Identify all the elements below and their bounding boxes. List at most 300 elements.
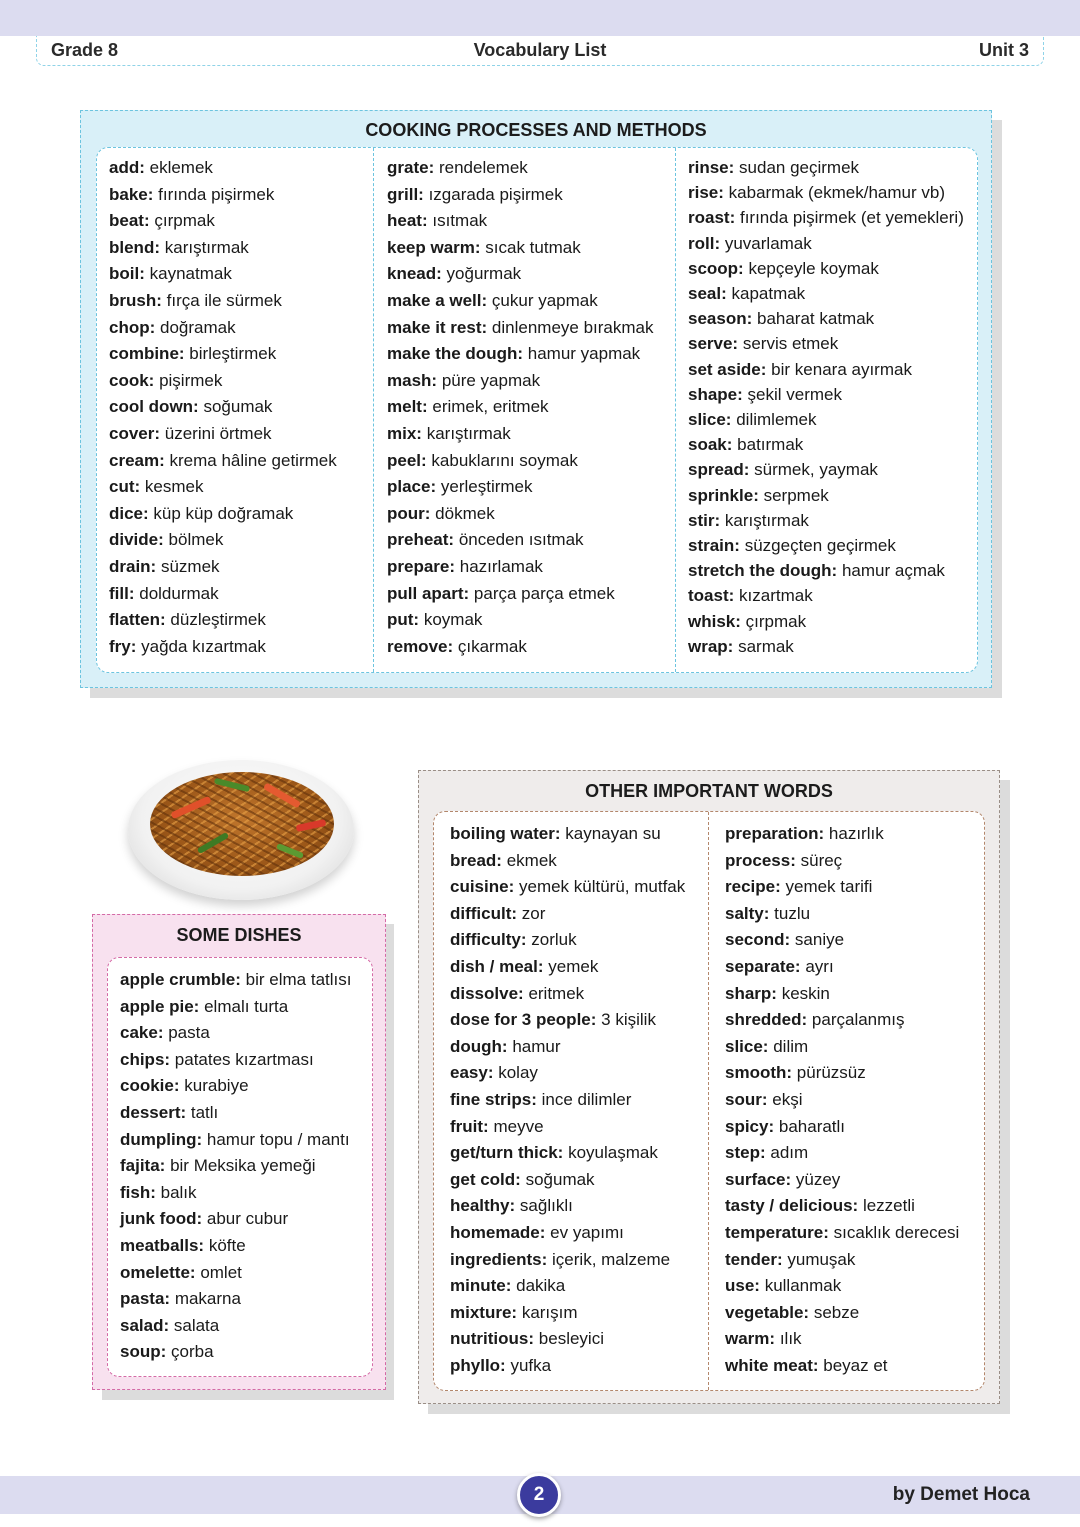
vocab-entry [387, 424, 511, 444]
vocab-entry [450, 1250, 670, 1270]
vocab-meaning: bir elma tatlısı [245, 970, 352, 989]
vocab-entry [109, 504, 293, 524]
vocab-entry [725, 1170, 840, 1190]
vocab-term: grate: [387, 158, 435, 177]
vocab-term: dose for 3 people: [450, 1010, 597, 1030]
vocab-entry [387, 318, 653, 338]
vocab-term: separate: [725, 957, 801, 976]
vocab-entry [450, 1037, 561, 1057]
vocab-entry [387, 185, 563, 205]
vocab-meaning: yufka [510, 1356, 552, 1375]
vocab-term: slice: [688, 410, 732, 429]
vocab-term: cake: [120, 1023, 164, 1043]
vocab-meaning: omlet [200, 1262, 242, 1282]
other-box-content [433, 811, 985, 1391]
vocab-entry [725, 1010, 905, 1030]
vocab-meaning: çukur yapmak [491, 291, 598, 310]
vocab-meaning: yağda kızartmak [141, 636, 266, 656]
vocab-entry [688, 612, 806, 632]
vocab-term: recipe: [725, 877, 781, 897]
vocab-term: easy: [450, 1063, 494, 1083]
page-title: Vocabulary List [473, 40, 607, 60]
vocab-meaning: erimek, eritmek [432, 397, 549, 417]
vocab-term: cool down: [109, 397, 199, 417]
vocab-entry [688, 259, 879, 279]
vocab-entry [387, 584, 615, 604]
vocab-meaning: adım [770, 1143, 809, 1163]
vocab-entry [387, 291, 598, 311]
vocab-meaning: ekmek [506, 850, 557, 870]
vocab-meaning: 3 kişilik [601, 1010, 656, 1030]
vocab-meaning: lezzetli [862, 1196, 915, 1216]
vocab-entry [450, 877, 685, 897]
vocab-entry [387, 451, 578, 471]
vocab-meaning: ince dilimler [541, 1090, 632, 1109]
vocab-entry [109, 291, 282, 311]
vocab-term: ingredients: [450, 1249, 548, 1269]
vocab-term: fill: [109, 583, 135, 603]
vocab-term: apple pie: [120, 996, 200, 1016]
vocab-entry [725, 1356, 888, 1376]
vocab-term: fish: [120, 1182, 156, 1202]
vocab-meaning: kabarmak (ekmek/hamur vb) [728, 183, 945, 203]
vocab-meaning: baharatlı [778, 1116, 846, 1136]
vocab-meaning: pürüzsüz [796, 1063, 866, 1083]
vocab-entry [450, 904, 545, 924]
vocab-entry [725, 1250, 855, 1270]
vocab-term: use: [725, 1276, 760, 1296]
vocab-term: bread: [450, 850, 502, 870]
vocab-entry [109, 477, 203, 497]
vocab-term: boiling water: [450, 824, 561, 843]
vocab-term: process: [725, 850, 796, 870]
vocab-term: cook: [109, 370, 155, 390]
vocab-entry [450, 1223, 624, 1243]
vocab-term: step: [725, 1143, 766, 1163]
vocab-meaning: şekil vermek [747, 384, 842, 404]
vocab-meaning: parçalanmış [811, 1010, 905, 1030]
vocab-meaning: süreç [800, 850, 843, 870]
vocab-meaning: kullanmak [764, 1276, 842, 1296]
vocab-entry [109, 530, 223, 550]
vocab-meaning: üzerini örtmek [164, 424, 272, 443]
vocab-meaning: zor [521, 903, 546, 923]
vocab-meaning: yüzey [795, 1169, 841, 1189]
vocab-meaning: eritmek [528, 983, 585, 1003]
vocab-meaning: balık [160, 1182, 197, 1202]
vocab-entry [725, 1037, 808, 1057]
vocab-entry [120, 1050, 314, 1070]
vocab-term: fajita: [120, 1156, 166, 1176]
vocab-term: minute: [450, 1276, 512, 1296]
vocab-entry [109, 584, 219, 604]
vocab-meaning: sarmak [738, 636, 794, 656]
vocab-meaning: yemek tarifi [785, 877, 873, 897]
vocab-entry [450, 930, 577, 950]
vocab-term: dough: [450, 1036, 508, 1056]
vocab-meaning: yerleştirmek [440, 477, 533, 497]
vocab-meaning: yumuşak [787, 1249, 856, 1269]
vocab-entry [109, 238, 249, 258]
vocab-entry [688, 234, 812, 254]
vocab-meaning: sürmek, yaymak [754, 460, 878, 480]
vocab-term: preparation: [725, 824, 825, 843]
vocab-entry [109, 211, 215, 231]
vocab-term: season: [688, 309, 753, 329]
vocab-meaning: hamur [512, 1036, 561, 1056]
vocab-entry [725, 1196, 915, 1216]
vocab-entry [688, 435, 803, 455]
vocab-entry [450, 1170, 595, 1190]
vocab-term: strain: [688, 536, 740, 555]
dishes-box-content [107, 957, 373, 1377]
vocab-term: drain: [109, 557, 157, 576]
vocab-term: nutritious: [450, 1329, 535, 1349]
vocab-meaning: karıştırmak [724, 510, 809, 530]
vocab-term: vegetable: [725, 1302, 810, 1322]
cooking-column-3 [688, 158, 973, 658]
vocab-term: surface: [725, 1169, 792, 1189]
vocab-entry [387, 238, 581, 258]
vocab-entry [120, 997, 288, 1017]
vocab-entry [688, 561, 945, 581]
vocab-meaning: dökmek [435, 503, 495, 523]
vocab-meaning: karıştırmak [426, 424, 511, 443]
top-band [0, 0, 1080, 36]
vocab-meaning: kızartmak [739, 586, 813, 606]
vocab-meaning: ekşi [772, 1090, 803, 1109]
vocab-entry [387, 557, 543, 577]
vocab-meaning: sudan geçirmek [739, 158, 860, 177]
vocab-entry [387, 610, 482, 630]
unit-label: Unit 3 [978, 40, 1029, 60]
vocab-meaning: besleyici [538, 1329, 604, 1349]
vocab-meaning: hazırlamak [459, 557, 543, 576]
vocab-entry [120, 1156, 316, 1176]
vocab-term: salty: [725, 903, 770, 923]
vocab-term: set aside: [688, 359, 767, 379]
column-divider [373, 148, 374, 672]
vocab-meaning: zorluk [531, 930, 577, 950]
vocab-meaning: içerik, malzeme [552, 1249, 671, 1269]
vocab-term: mix: [387, 424, 422, 443]
vocab-term: second: [725, 930, 791, 950]
vocab-entry [688, 637, 794, 657]
vocab-meaning: karışım [521, 1302, 578, 1322]
vocab-term: divide: [109, 530, 164, 550]
vocab-meaning: fırında pişirmek [158, 184, 275, 204]
vocab-term: keep warm: [387, 237, 481, 257]
vocab-term: tender: [725, 1249, 783, 1269]
vocab-entry [387, 477, 533, 497]
vocab-entry [688, 334, 838, 354]
vocab-meaning: ızgarada pişirmek [428, 184, 563, 204]
vocab-entry [725, 1117, 845, 1137]
vocab-meaning: kurabiye [184, 1076, 249, 1096]
vocab-entry [120, 1076, 249, 1096]
vocab-term: toast: [688, 586, 735, 606]
vocab-term: roll: [688, 233, 721, 253]
vocab-entry [450, 1063, 538, 1083]
vocab-entry [120, 1130, 350, 1150]
vocab-term: brush: [109, 291, 162, 310]
vocab-term: mash: [387, 370, 438, 390]
other-column-1 [450, 824, 710, 1380]
vocab-entry [109, 158, 213, 178]
vocab-term: remove: [387, 636, 454, 656]
vocab-meaning: ev yapımı [550, 1223, 624, 1242]
vocab-term: make the dough: [387, 344, 524, 364]
vocab-term: apple crumble: [120, 970, 241, 989]
vocab-meaning: hamur topu / mantı [206, 1129, 350, 1149]
vocab-entry [688, 360, 912, 380]
vocab-entry [109, 557, 220, 577]
vocab-entry [725, 957, 834, 977]
vocab-entry [688, 183, 945, 203]
vocab-meaning: hazırlık [828, 824, 884, 843]
vocab-meaning: kabuklarını soymak [431, 450, 578, 470]
vocab-meaning: sebze [813, 1302, 860, 1322]
vocab-entry [725, 1063, 866, 1083]
vocab-entry [120, 970, 351, 990]
vocab-entry [387, 637, 527, 657]
vocab-entry [725, 930, 844, 950]
vocab-term: peel: [387, 450, 427, 470]
vocab-entry [688, 486, 829, 506]
vocab-entry [688, 158, 859, 178]
vocab-meaning: baharat katmak [756, 309, 875, 329]
vocab-term: pour: [387, 503, 431, 523]
vocab-meaning: salata [173, 1315, 220, 1335]
vocab-term: whisk: [688, 611, 741, 631]
vocab-term: beat: [109, 211, 150, 231]
vocab-term: dish / meal: [450, 957, 544, 976]
vocab-meaning: fırında pişirmek (et yemekleri) [739, 208, 964, 228]
vocab-term: spread: [688, 460, 750, 480]
vocab-entry [387, 264, 521, 284]
vocab-term: soup: [120, 1342, 167, 1362]
vocab-term: scoop: [688, 258, 744, 278]
vocab-term: mixture: [450, 1302, 518, 1322]
vocab-entry [688, 536, 896, 556]
vocab-term: melt: [387, 397, 428, 417]
vocab-term: chips: [120, 1049, 171, 1069]
vocab-meaning: batırmak [737, 435, 804, 455]
vocab-meaning: hamur yapmak [527, 344, 641, 364]
vocab-term: omelette: [120, 1262, 196, 1282]
vocab-entry [725, 1143, 808, 1163]
vocab-entry [120, 1289, 241, 1309]
vocab-entry [387, 344, 640, 364]
vocab-meaning: sağlıklı [519, 1196, 573, 1216]
vocab-meaning: bir Meksika yemeği [170, 1156, 316, 1176]
vocab-term: difficult: [450, 903, 518, 923]
vocab-meaning: ayrı [805, 957, 834, 976]
vocab-meaning: birleştirmek [189, 344, 277, 364]
vocab-entry [688, 586, 813, 606]
vocab-entry [725, 824, 884, 844]
vocab-meaning: rendelemek [438, 158, 528, 177]
vocab-entry [109, 185, 274, 205]
vocab-entry [725, 1303, 859, 1323]
vocab-meaning: çırpmak [745, 611, 807, 631]
other-box-title: OTHER IMPORTANT WORDS [585, 781, 833, 801]
vocab-meaning: abur cubur [206, 1209, 289, 1229]
vocab-entry [387, 158, 528, 178]
vocab-meaning: çıkarmak [457, 636, 527, 656]
vocab-meaning: patates kızartması [174, 1049, 314, 1069]
vocab-meaning: makarna [174, 1289, 241, 1309]
vocab-meaning: pasta [168, 1023, 210, 1043]
vocab-term: shredded: [725, 1010, 808, 1030]
vocab-meaning: bölmek [168, 530, 224, 550]
vocab-term: roast: [688, 208, 736, 228]
vocab-meaning: ısıtmak [432, 211, 488, 231]
vocab-entry [450, 1303, 578, 1323]
vocab-term: fruit: [450, 1116, 489, 1136]
vocab-entry [450, 824, 661, 844]
vocab-entry [450, 1329, 604, 1349]
vocab-meaning: krema hâline getirmek [169, 450, 337, 470]
vocab-term: knead: [387, 264, 442, 284]
vocab-term: sprinkle: [688, 485, 759, 505]
vocab-entry [725, 877, 872, 897]
vocab-term: rinse: [688, 158, 735, 177]
vocab-meaning: kepçeyle koymak [748, 258, 879, 278]
vocab-entry [387, 504, 495, 524]
vocab-term: combine: [109, 344, 185, 364]
vocab-term: meatballs: [120, 1236, 205, 1255]
vocab-term: warm: [725, 1329, 776, 1349]
vocab-entry [725, 1223, 959, 1243]
vocab-term: add: [109, 158, 145, 177]
vocab-meaning: soğumak [525, 1169, 595, 1189]
vocab-entry [725, 1329, 802, 1349]
vocab-term: fry: [109, 636, 137, 656]
vocab-entry [120, 1342, 214, 1362]
cooking-box-content [96, 147, 978, 673]
vocab-entry [450, 1010, 656, 1030]
author-credit: by Demet Hoca [892, 1484, 1030, 1505]
vocab-entry [450, 1090, 631, 1110]
vocab-term: blend: [109, 237, 160, 257]
other-important-words-box [418, 770, 1000, 1404]
vocab-entry [688, 208, 964, 228]
cooking-column-2 [387, 158, 677, 658]
vocab-entry [120, 1263, 242, 1283]
other-column-2 [725, 824, 980, 1380]
page-header [36, 36, 1044, 66]
vocab-entry [688, 410, 817, 430]
cooking-processes-box [80, 110, 992, 688]
vocab-term: healthy: [450, 1196, 516, 1216]
vocab-term: stretch the dough: [688, 561, 838, 581]
vocab-meaning: yemek kültürü, mutfak [518, 877, 686, 897]
page-number: 2 [517, 1473, 561, 1517]
vocab-meaning: süzgeçten geçirmek [744, 536, 896, 555]
vocab-meaning: küp küp doğramak [153, 503, 294, 523]
vocab-term: prepare: [387, 557, 456, 576]
vocab-meaning: bir kenara ayırmak [771, 359, 912, 379]
vocab-meaning: çorba [171, 1342, 214, 1362]
vocab-meaning: tatlı [190, 1103, 219, 1122]
vocab-entry [109, 637, 266, 657]
cooking-box-title: COOKING PROCESSES AND METHODS [365, 120, 707, 140]
vocab-entry [120, 1209, 288, 1229]
vocab-term: homemade: [450, 1223, 546, 1242]
vocab-term: serve: [688, 334, 739, 354]
vocab-entry [450, 1117, 544, 1137]
vocab-entry [450, 1276, 565, 1296]
vocab-meaning: kesmek [144, 477, 204, 497]
vocab-term: wrap: [688, 636, 734, 656]
vocab-term: get cold: [450, 1169, 521, 1189]
vocab-meaning: elmalı turta [204, 996, 289, 1016]
vocab-term: rise: [688, 183, 724, 203]
vocab-meaning: koymak [423, 610, 483, 630]
vocab-term: heat: [387, 211, 428, 231]
vocab-meaning: hamur açmak [841, 561, 945, 581]
vocab-term: put: [387, 610, 420, 630]
vocab-entry [109, 397, 272, 417]
vocab-term: cut: [109, 477, 141, 497]
dishes-list [120, 970, 366, 1370]
vocab-entry [450, 1143, 658, 1163]
vocab-entry [450, 957, 598, 977]
vocab-entry [120, 1316, 219, 1336]
cooking-column-1 [109, 158, 369, 658]
vocab-term: cream: [109, 450, 165, 470]
vocab-term: make it rest: [387, 317, 488, 337]
vocab-term: get/turn thick: [450, 1143, 564, 1163]
vocab-meaning: kolay [498, 1063, 538, 1083]
vocab-meaning: tuzlu [774, 903, 811, 923]
vocab-term: slice: [725, 1036, 769, 1056]
vocab-meaning: beyaz et [823, 1356, 888, 1375]
vocab-entry [688, 309, 874, 329]
vocab-entry [387, 530, 584, 550]
vocab-entry [109, 451, 337, 471]
vocab-meaning: sıcak tutmak [485, 237, 581, 257]
vocab-term: white meat: [725, 1356, 819, 1375]
vocab-term: pull apart: [387, 583, 470, 603]
vocab-meaning: dilimlemek [736, 410, 817, 429]
vocab-term: bake: [109, 184, 154, 204]
vocab-meaning: püre yapmak [441, 370, 541, 390]
vocab-term: sour: [725, 1090, 768, 1109]
vocab-term: sharp: [725, 983, 777, 1003]
vocab-entry [450, 984, 584, 1004]
grade-label: Grade 8 [51, 40, 119, 60]
vocab-meaning: köfte [208, 1236, 246, 1255]
vocab-entry [725, 904, 810, 924]
vocab-entry [450, 1196, 573, 1216]
vocab-entry [725, 1090, 802, 1110]
vocab-meaning: keskin [781, 983, 830, 1003]
vocab-entry [120, 1103, 218, 1123]
vocab-meaning: kapatmak [731, 284, 806, 303]
vocab-meaning: yoğurmak [446, 264, 522, 284]
vocab-term: flatten: [109, 610, 166, 630]
vocab-term: chop: [109, 317, 156, 337]
vocab-term: cover: [109, 424, 161, 443]
vocab-entry [120, 1183, 197, 1203]
vocab-term: dice: [109, 503, 149, 523]
vocab-meaning: serpmek [763, 485, 829, 505]
vocab-term: cuisine: [450, 877, 515, 897]
vocab-entry [109, 371, 222, 391]
vocab-entry [725, 1276, 841, 1296]
